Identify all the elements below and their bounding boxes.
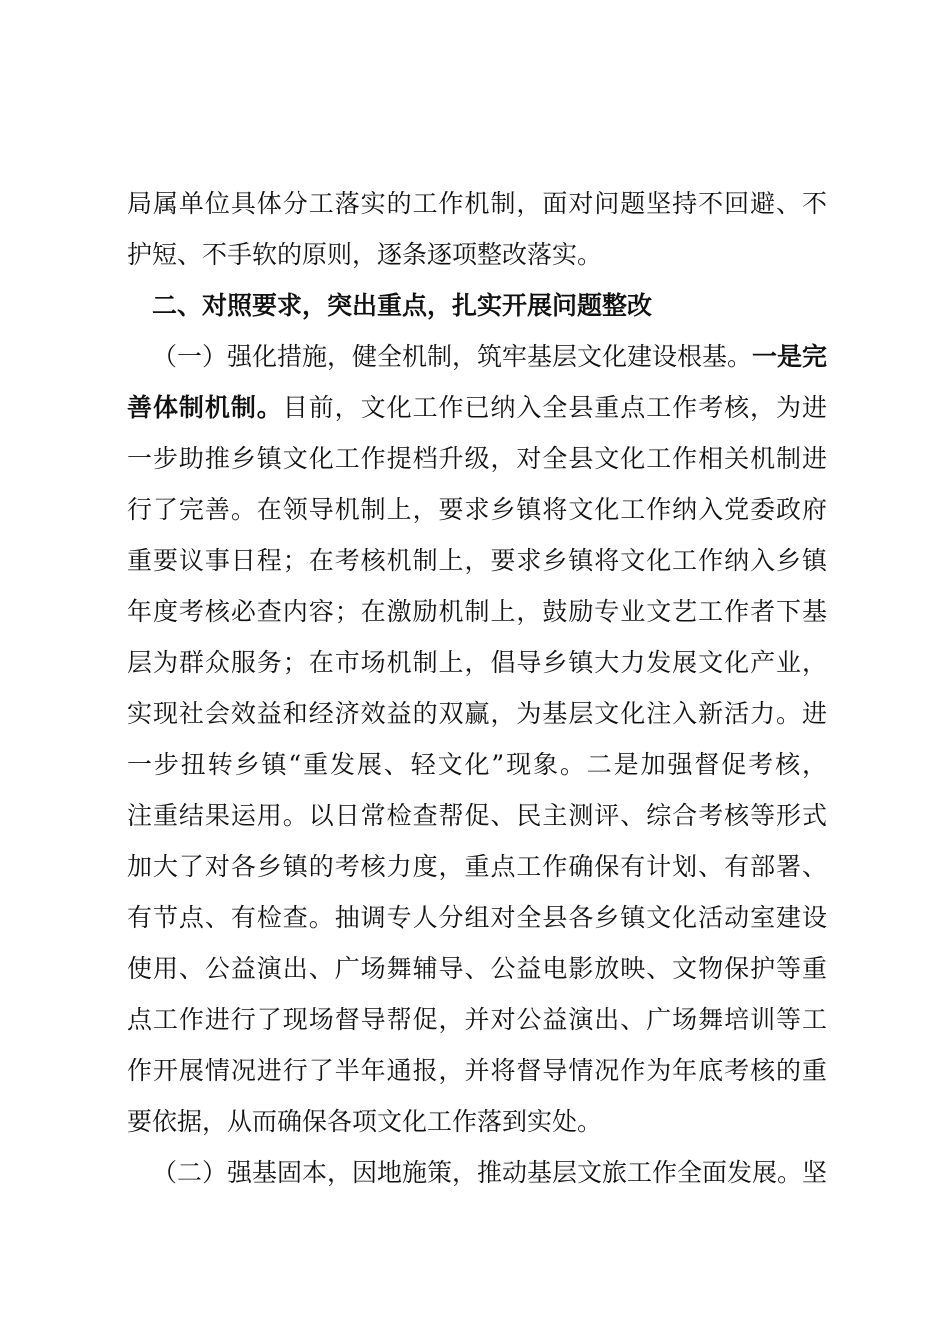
paragraph-1-line-3: 一步助推乡镇文化工作提档升级，对全县文化工作相关机制进 [127, 444, 827, 473]
paragraph-1-line-2-text: 目前，文化工作已纳入全县重点工作考核，为进 [282, 393, 827, 422]
paragraph-1-line-16: 要依据，从而确保各项文化工作落到实处。 [127, 1107, 603, 1136]
paragraph-1-line-13: 使用、公益演出、广场舞辅导、公益电影放映、文物保护等重 [127, 954, 827, 983]
paragraph-1-line-12: 有节点、有检查。抽调专人分组对全县各乡镇文化活动室建设 [127, 903, 827, 932]
paragraph-1-line-10: 注重结果运用。以日常检查帮促、民主测评、综合考核等形式 [127, 801, 827, 830]
bold-point-1a: 一是完 [752, 342, 828, 371]
paragraph-1-line-8: 实现社会效益和经济效益的双赢，为基层文化注入新活力。进 [127, 699, 827, 728]
bold-point-1b: 善体制机制。 [127, 393, 283, 422]
paragraph-1-line-1 [152, 339, 827, 379]
section-heading: 二、对照要求，突出重点，扎实开展问题整改 [152, 291, 653, 320]
paragraph-2-line-1: （二）强基固本，因地施策，推动基层文旅工作全面发展。坚 [152, 1158, 828, 1187]
intro-line-2: 护短、不手软的原则，逐条逐项整改落实。 [127, 240, 603, 269]
paragraph-1-line-9: 一步扭转乡镇“重发展、轻文化”现象。二是加强督促考核， [127, 750, 827, 779]
paragraph-1-line-14: 点工作进行了现场督导帮促，并对公益演出、广场舞培训等工 [127, 1005, 827, 1034]
paragraph-1-line-7: 层为群众服务；在市场机制上，倡导乡镇大力发展文化产业， [127, 648, 827, 677]
subsection-title: （一）强化措施，健全机制，筑牢基层文化建设根基。 [152, 342, 753, 371]
intro-line-1: 局属单位具体分工落实的工作机制，面对问题坚持不回避、不 [127, 189, 827, 218]
paragraph-1-line-15: 作开展情况进行了半年通报，并将督导情况作为年底考核的重 [127, 1056, 827, 1085]
paragraph-1-line-6: 年度考核必查内容；在激励机制上，鼓励专业文艺工作者下基 [127, 597, 827, 626]
paragraph-1-line-5: 重要议事日程；在考核机制上，要求乡镇将文化工作纳入乡镇 [127, 546, 827, 575]
paragraph-1-line-4: 行了完善。在领导机制上，要求乡镇将文化工作纳入党委政府 [127, 495, 827, 524]
paragraph-1-line-2 [127, 390, 827, 430]
paragraph-1-line-11: 加大了对各乡镇的考核力度，重点工作确保有计划、有部署、 [127, 852, 827, 881]
